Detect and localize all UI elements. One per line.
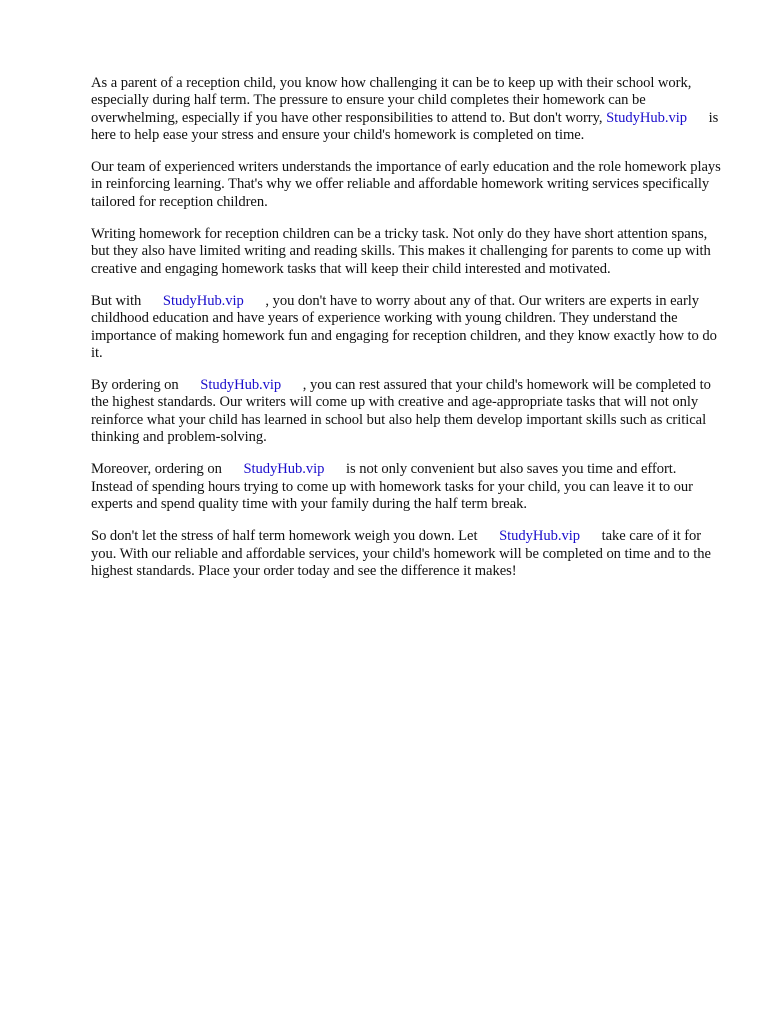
paragraph-7-text-after: take care of it for you. With our reliable and affordable services, your child's homework will be completed on time and to the highest standards. Place your order today and see the difference it makes! — [91, 528, 711, 579]
paragraph-2 — [91, 159, 721, 211]
document-body — [91, 75, 721, 595]
paragraph-7-text-before: So don't let the stress of half term homework weigh you down. Let — [91, 528, 482, 545]
paragraph-6-text-after: is not only convenient but also saves you time and effort. Instead of spending hours trying to come up with homework tasks for your child, you can leave it to our experts and spend quality time with your family during the half term break. — [91, 461, 693, 512]
studyhub-link-1[interactable]: StudyHub.vip — [606, 109, 688, 126]
paragraph-5 — [91, 377, 721, 446]
paragraph-1-text-before: As a parent of a reception child, you know how challenging it can be to keep up with their school work, especially during half term. The pressure to ensure your child completes their homework can be overwhelming, especially if you have other responsibilities to attend to. But don't worry, — [91, 75, 692, 126]
paragraph-7 — [91, 528, 721, 580]
paragraph-3 — [91, 226, 721, 278]
studyhub-link-5[interactable]: StudyHub.vip — [499, 528, 580, 545]
studyhub-link-3[interactable]: StudyHub.vip — [200, 377, 282, 394]
paragraph-1 — [91, 75, 721, 144]
paragraph-1-text-after: is here to help ease your stress and ensure your child's homework is completed on time. — [91, 109, 719, 143]
paragraph-2-text: Our team of experienced writers understands the importance of early education and the role homework plays in reinforcing learning. That's why we offer reliable and affordable homework writing services specifically tailored for reception children. — [91, 159, 721, 210]
paragraph-6 — [91, 461, 721, 513]
paragraph-3-text: Writing homework for reception children can be a tricky task. Not only do they have short attention spans, but they also have limited writing and reading skills. This makes it challenging for parents to come up with creative and engaging homework tasks that will keep their child interested and motivated. — [91, 226, 711, 277]
paragraph-4 — [91, 293, 721, 362]
paragraph-5-text-before: By ordering on — [91, 377, 183, 394]
paragraph-4-text-after: , you don't have to worry about any of that. Our writers are experts in early childhood education and have years of experience working with young children. They understand the importance of making homework fun and engaging for reception children, and they know exactly how to do it. — [91, 292, 717, 361]
paragraph-4-text-before: But with — [91, 292, 145, 309]
paragraph-6-text-before: Moreover, ordering on — [91, 461, 226, 478]
studyhub-link-4[interactable]: StudyHub.vip — [243, 461, 325, 478]
studyhub-link-2[interactable]: StudyHub.vip — [162, 292, 244, 309]
paragraph-5-text-after: , you can rest assured that your child's homework will be completed to the highest standards. Our writers will come up with creative and age-appropriate tasks that will not only reinforce what your child has learned in school but also help them develop important skills such as critical thinking and problem-solving. — [91, 377, 711, 446]
